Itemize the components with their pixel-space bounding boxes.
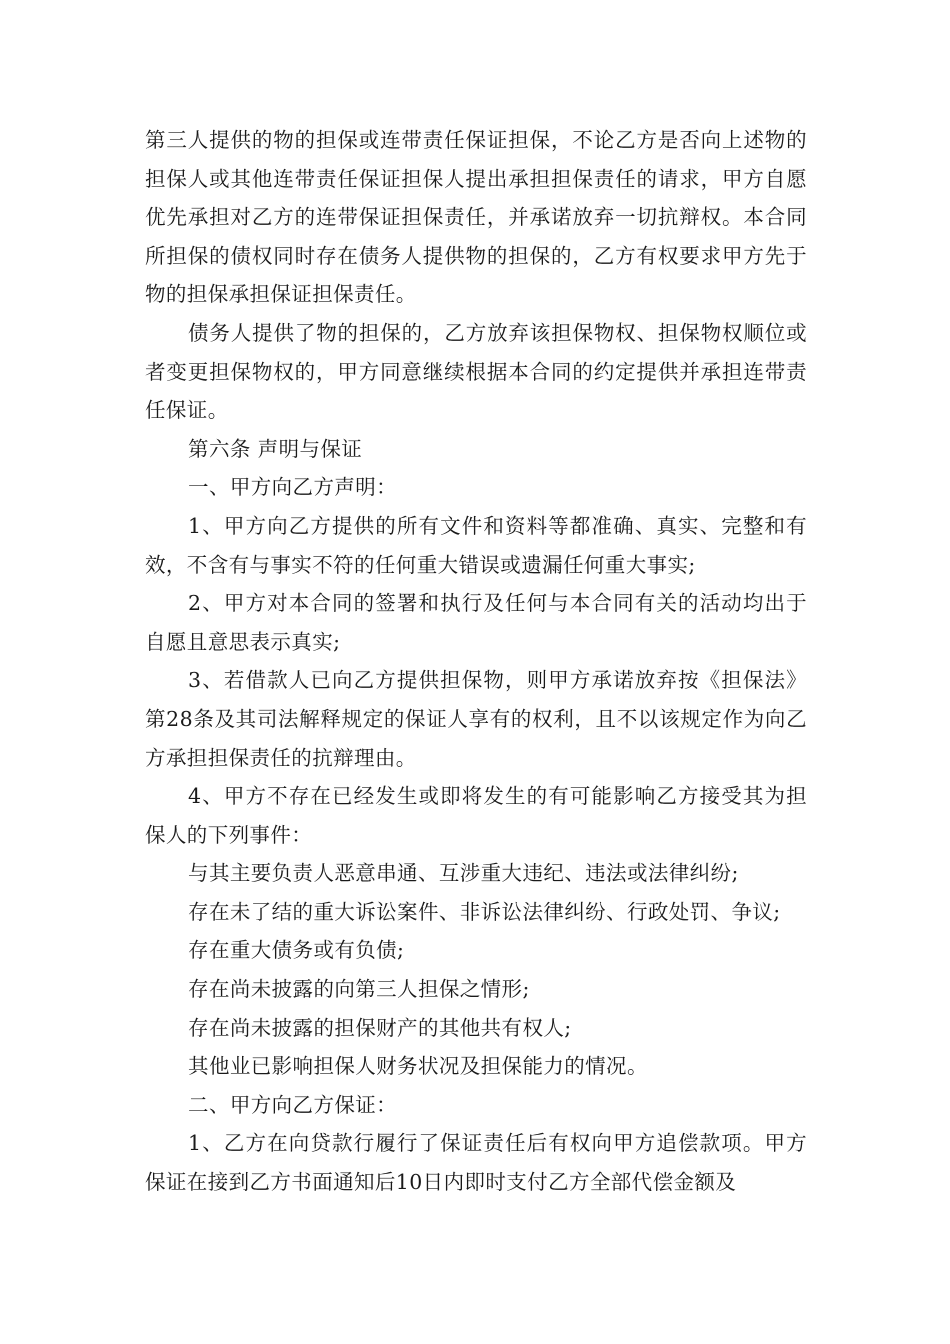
list-item: 其他业已影响担保人财务状况及担保能力的情况。 — [188, 1054, 648, 1079]
clause-2: 2、甲方对本合同的签署和执行及任何与本合同有关的活动均出于自愿且意思表示真实; — [145, 591, 807, 654]
document-page — [145, 121, 807, 1202]
clause-1: 1、甲方向乙方提供的所有文件和资料等都准确、真实、完整和有效，不含有与事实不符的任何重大错误或遗漏任何重大事实; — [145, 513, 807, 577]
list-item: 存在重大债务或有负债; — [188, 938, 405, 963]
section-heading-1: 一、甲方向乙方声明： — [188, 475, 398, 500]
clause-guarantee-1: 1、乙方在向贷款行履行了保证责任后有权向甲方追偿款项。甲方保证在接到乙方书面通知后10日内即时支付乙方全部代偿金额及 — [145, 1131, 807, 1195]
list-item: 存在尚未披露的向第三人担保之情形; — [188, 977, 530, 1002]
paragraph-1: 第三人提供的物的担保或连带责任保证担保，不论乙方是否向上述物的担保人或其他连带责任保证担保人提出承担担保责任的请求，甲方自愿优先承担对乙方的连带保证担保责任，并承诺放弃一切抗辩权。本合同所担保的债权同时存在债务人提供物的担保的，乙方有权要求甲方先于物的担保承担保证担保责任。 — [145, 128, 807, 307]
paragraph-2: 债务人提供了物的担保的，乙方放弃该担保物权、担保物权顺位或者变更担保物权的，甲方同意继续根据本合同的约定提供并承担连带责任保证。 — [145, 320, 807, 423]
list-item: 存在尚未披露的担保财产的其他共有权人; — [188, 1015, 572, 1040]
clause-3: 3、若借款人已向乙方提供担保物，则甲方承诺放弃按《担保法》第28条及其司法解释规定的保证人享有的权利，且不以该规定作为向乙方承担担保责任的抗辩理由。 — [145, 668, 807, 770]
section-heading-2: 二、甲方向乙方保证： — [188, 1092, 398, 1117]
list-item: 与其主要负责人恶意串通、互涉重大违纪、违法或法律纠纷; — [188, 861, 739, 886]
article-heading: 第六条 声明与保证 — [188, 436, 363, 461]
list-item: 存在未了结的重大诉讼案件、非诉讼法律纠纷、行政处罚、争议; — [188, 899, 781, 924]
clause-4: 4、甲方不存在已经发生或即将发生的有可能影响乙方接受其为担保人的下列事件： — [145, 784, 807, 847]
